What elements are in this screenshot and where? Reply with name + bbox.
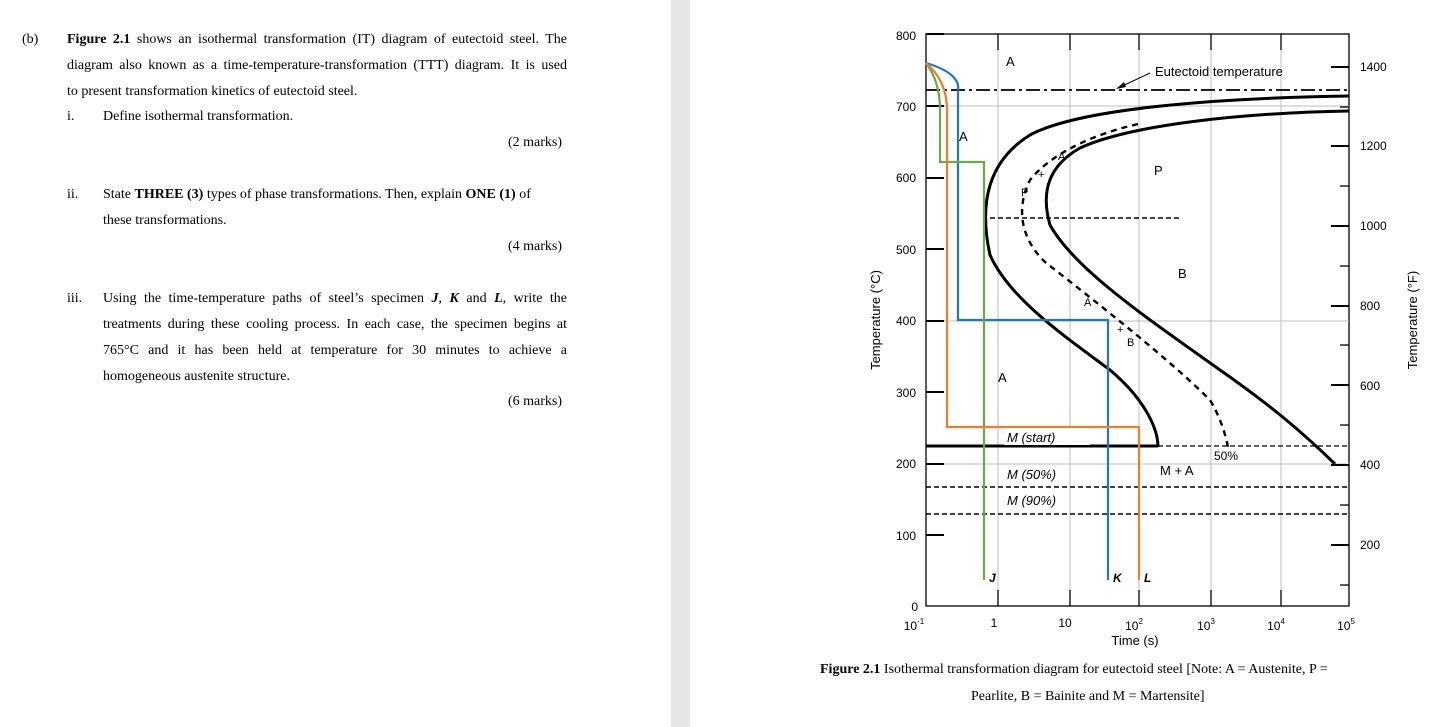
left-ticks [926,34,944,535]
y-right-tick-200: 200 [1360,538,1381,552]
x-tick-6: $10^5$ [1337,617,1355,633]
x-tick-labels [904,616,1356,633]
label-plus-1: + [1038,169,1045,181]
martensite-labels [1004,428,1090,508]
label-50-percent: 50% [1214,449,1239,463]
x-tick-0: $10^{-1}$ [903,617,925,633]
figure-reference: Figure 2.1 [67,32,131,47]
x-axis-label: Time (s) [1111,633,1159,648]
label-a-top: A [1006,54,1015,69]
y-right-axis-label: Temperature (°F) [1405,270,1420,370]
label-a-lower: A [998,370,1007,385]
y-right-tick-400: 400 [1360,458,1381,472]
item-ii-line-2: these transformations. [103,213,227,228]
figure-caption-line-2: Pearlite, B = Bainite and M = Martensite] [971,689,1205,704]
y-right-tick-1400: 1400 [1360,60,1387,74]
y-left-tick-100: 100 [895,529,916,543]
right-ticks [1331,67,1349,545]
label-b: B [1178,266,1187,281]
label-b-small: B [1127,337,1135,349]
item-iii-line-3: 765°C and it has been held at temperature for 30 minutes to achieve a [103,343,567,358]
label-m-start: M (start) [1007,430,1056,445]
intro-line-1: Figure 2.1 shows an isothermal transformation (IT) diagram of eutectoid steel. The [67,32,567,47]
y-left-tick-800: 800 [895,29,916,43]
y-left-tick-300: 300 [895,386,916,400]
label-p-small: P [1021,187,1029,199]
x-tick-3: $10^2$ [1125,617,1143,633]
y-left-tick-600: 600 [895,171,916,185]
figure-caption-line-1: Figure 2.1 Isothermal transformation diagram for eutectoid steel [Note: A = Austenite, P = [820,662,1328,677]
x-tick-5: $10^4$ [1267,617,1285,633]
label-a-mid2: A [1084,297,1092,309]
y-left-axis-label: Temperature (°C) [868,270,883,370]
item-iii-line-4: homogeneous austenite structure. [103,369,291,384]
y-left-tick-500: 500 [895,243,916,257]
y-right-tick-1000: 1000 [1360,219,1387,233]
y-right-tick-1200: 1200 [1360,139,1387,153]
x-tick-1: 1 [990,616,998,630]
left-page [0,0,671,727]
eutectoid-arrowhead [1116,82,1126,89]
label-path-l: L [1144,571,1152,585]
page-gutter [671,0,690,727]
intro-line-2: diagram also known as a time-temperature-transformation (TTT) diagram. It is used [67,58,567,73]
intro-line-3: to present transformation kinetics of eutectoid steel. [67,84,358,99]
finish-curve [1046,111,1349,464]
label-m-50: M (50%) [1007,467,1057,482]
item-i-marks: (2 marks) [508,135,563,150]
label-path-j: J [989,571,996,585]
item-iii-marks: (6 marks) [508,394,563,409]
label-m-plus-a: M + A [1160,463,1194,478]
y-left-tick-400: 400 [895,314,916,328]
y-right-tick-800: 800 [1360,299,1381,313]
item-iii-line-2: treatments during these cooling process. In each case, the specimen begins at [103,317,567,332]
part-label: (b) [22,32,39,47]
item-ii-line-1: State THREE (3) types of phase transformations. Then, explain ONE (1) of [103,187,531,202]
item-iii-number: iii. [67,291,83,306]
x-tick-4: $10^3$ [1197,617,1215,633]
right-tick-labels [1360,60,1387,552]
eutectoid-label: Eutectoid temperature [1155,64,1283,79]
start-curve [986,96,1349,447]
label-plus-2: + [1117,324,1124,336]
y-left-tick-700: 700 [895,100,916,114]
label-path-k: K [1113,571,1122,585]
tt-diagram [690,0,1441,727]
label-a-mid1: A [1058,151,1066,163]
region-labels [959,54,1238,478]
item-ii-marks: (4 marks) [508,239,563,254]
y-left-tick-0: 0 [911,600,918,614]
item-iii-line-1: Using the time-temperature paths of steel’s specimen J, K and L, write the [103,291,568,306]
y-right-tick-600: 600 [1360,379,1381,393]
right-page [690,0,1441,727]
label-p: P [1154,163,1163,178]
item-ii-number: ii. [67,187,79,202]
y-left-tick-200: 200 [895,457,916,471]
x-tick-2: 10 [1058,616,1072,630]
label-m-90: M (90%) [1007,493,1057,508]
label-a-left: A [959,129,968,144]
left-tick-labels [896,29,918,614]
item-i-text: Define isothermal transformation. [103,109,294,124]
item-i-number: i. [67,109,75,124]
